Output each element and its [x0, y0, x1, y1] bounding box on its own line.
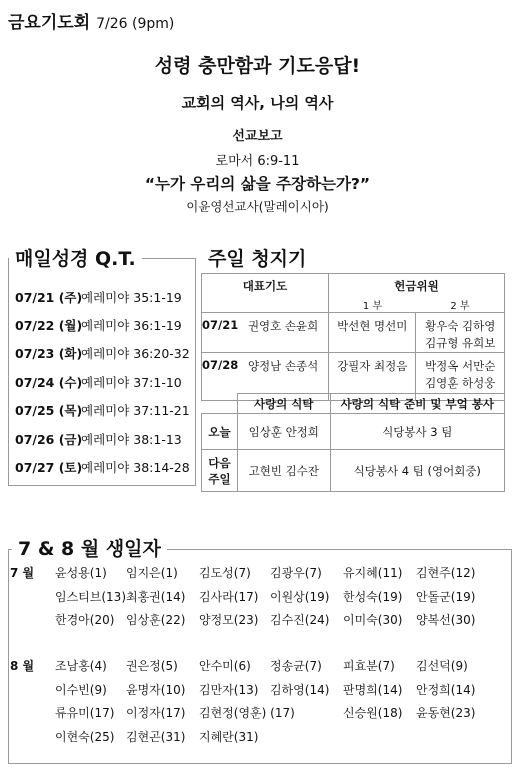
birthday-title: 7 & 8 월 생일자	[12, 534, 167, 561]
qt-date: 07/24 (수)	[15, 375, 83, 390]
birthday-entry: 양복선(30)	[416, 613, 476, 627]
qt-passage: 예레미야 38:1-13	[81, 432, 182, 447]
birthday-entry: 판명희(14)	[343, 682, 403, 697]
qt-title: 매일성경 Q.T.	[9, 244, 142, 271]
birthday-entry: 조남홍(4)	[55, 659, 107, 673]
next-service: 식당봉사 4 팀 (영어회중)	[330, 450, 504, 492]
qt-row	[15, 401, 190, 419]
steward-date: 07/21	[202, 313, 239, 353]
speaker-name: 이윤영선교사(말레이시아)	[186, 199, 329, 214]
birthday-entry: 이정자(17)	[126, 706, 186, 720]
july-label: 7 월	[10, 566, 35, 580]
birthday-entry: 윤명자(10)	[126, 682, 186, 697]
qt-passage: 예레미야 37:11-21	[81, 403, 190, 418]
birthday-entry: 안수미(6)	[199, 659, 251, 673]
birthday-entry: 안돌군(19)	[416, 589, 476, 604]
august-label: 8 월	[10, 659, 35, 673]
qt-passage: 예레미야 36:1-19	[81, 318, 182, 333]
qt-passage: 예레미야 36:20-32	[81, 346, 190, 361]
qt-passage: 예레미야 38:14-28	[81, 460, 190, 475]
next-sunday-label	[202, 450, 238, 492]
qt-row	[15, 316, 182, 334]
kitchen-row-today	[202, 414, 505, 450]
prayer-leaders: 권영호 손윤희	[238, 313, 328, 353]
kitchen-header-blank	[202, 394, 238, 414]
birthday-entry: 임스티브(13)	[55, 589, 127, 604]
kitchen-service-header: 사랑의 식탁 준비 및 부엌 봉사	[330, 394, 504, 414]
kitchen-header-row	[202, 394, 505, 414]
today-label: 오늘	[202, 414, 238, 450]
qt-row	[15, 430, 182, 448]
sermon-theme: 성령 충만함과 기도응답!	[154, 55, 361, 77]
birthday-entry: 김선덕(9)	[416, 659, 468, 673]
kitchen-table	[201, 393, 505, 492]
qt-date: 07/21 (주)	[15, 290, 83, 305]
birthday-entry: 임지은(1)	[126, 566, 178, 580]
stewards-header-row	[202, 274, 505, 313]
next-label-line: 주일	[208, 471, 231, 486]
qt-date: 07/27 (토)	[15, 460, 83, 475]
birthday-entry: 이수빈(9)	[55, 682, 107, 697]
today-names: 임상훈 안정희	[237, 414, 330, 450]
birthday-entry: 양정모(23)	[199, 613, 259, 627]
birthday-entry: 지혜란(31)	[199, 729, 259, 744]
stewards-top-table	[201, 273, 505, 401]
scripture-reference: 로마서 6:9-11	[215, 154, 300, 169]
birthday-entry: 한성숙(19)	[343, 589, 403, 604]
qt-row	[15, 373, 182, 391]
qt-row	[15, 458, 190, 476]
friday-prayer-date: 7/26 (9pm)	[96, 16, 175, 32]
birthday-entry: 김수진(24)	[270, 613, 330, 627]
offering-service-2	[416, 313, 505, 353]
sermon-subtitle: 교회의 역사, 나의 역사	[181, 94, 334, 112]
sermon-quote: “누가 우리의 삶을 주장하는가?”	[144, 175, 371, 193]
birthday-entry: 윤동현(23)	[416, 706, 476, 720]
birthday-entry: 김현곤(31)	[126, 729, 186, 744]
qt-row	[15, 288, 182, 306]
offering-service-2-line: 김규형 유희보	[425, 336, 496, 350]
birthday-entry: 김광우(7)	[270, 566, 322, 580]
birthday-entry: 피효분(7)	[343, 659, 395, 673]
birthday-entry: 김사라(17)	[199, 589, 259, 604]
offering-service-1: 박선현 명선미	[329, 313, 416, 353]
birthday-entry: 김하영(14)	[270, 682, 330, 697]
qt-date: 07/26 (금)	[15, 432, 83, 447]
friday-prayer-heading	[8, 8, 174, 33]
birthday-entry: 김현주(12)	[416, 566, 476, 580]
next-names: 고현빈 김수잔	[237, 450, 330, 492]
qt-passage: 예레미야 35:1-19	[81, 290, 182, 305]
birthday-entry: 이현숙(25)	[55, 729, 115, 744]
birthday-entry: 임상훈(22)	[126, 613, 186, 627]
qt-row	[15, 344, 190, 362]
stewards-row	[202, 313, 505, 353]
birthday-entry: 최홍권(14)	[126, 589, 186, 604]
kitchen-row-next	[202, 450, 505, 492]
prayer-header: 대표기도	[202, 274, 329, 313]
stewards-title: 주일 청지기	[202, 244, 312, 271]
service-1-header: 1 부	[362, 301, 383, 312]
birthday-entry: 김현정(영훈) (17)	[199, 706, 295, 720]
qt-date: 07/25 (목)	[15, 403, 83, 418]
offering-service-2-line: 박정옥 서만순	[425, 359, 496, 373]
birthday-entry: 이미숙(30)	[343, 613, 403, 627]
prayer-leaders: 양정남 손종석	[238, 353, 328, 401]
birthday-entry: 정송균(7)	[270, 659, 322, 673]
service-2-header: 2 부	[450, 301, 470, 312]
birthday-entry: 류유미(17)	[55, 706, 115, 720]
today-service: 식당봉사 3 팀	[330, 414, 504, 450]
birthday-entry: 윤성용(1)	[55, 566, 107, 580]
qt-passage: 예레미야 37:1-10	[81, 375, 182, 390]
birthday-entry: 한경아(20)	[55, 613, 115, 627]
birthday-entry: 김도성(7)	[199, 566, 251, 580]
birthday-entry: 유지혜(11)	[343, 566, 403, 580]
offering-service-1: 강필자 최정음	[329, 353, 416, 401]
qt-date: 07/23 (화)	[15, 346, 83, 361]
offering-header	[329, 274, 505, 313]
friday-prayer-title: 금요기도회	[8, 13, 91, 33]
birthday-entry: 권은정(5)	[126, 659, 178, 673]
mission-report-label: 선교보고	[232, 129, 283, 144]
birthday-entry: 김만자(13)	[199, 682, 259, 697]
next-label-line: 다음	[208, 455, 231, 470]
birthday-entry: 이원상(19)	[270, 589, 330, 604]
offering-header-label: 헌금위원	[394, 279, 439, 293]
qt-date: 07/22 (월)	[15, 318, 83, 333]
offering-service-2-line: 황우숙 김하영	[425, 319, 496, 333]
birthday-entry: 신승원(18)	[343, 706, 403, 720]
steward-date: 07/28	[202, 353, 239, 401]
offering-service-2-line: 김영훈 하성웅	[425, 376, 496, 390]
love-table-header: 사랑의 식탁	[237, 394, 330, 414]
birthday-entry: 안정희(14)	[416, 682, 476, 697]
